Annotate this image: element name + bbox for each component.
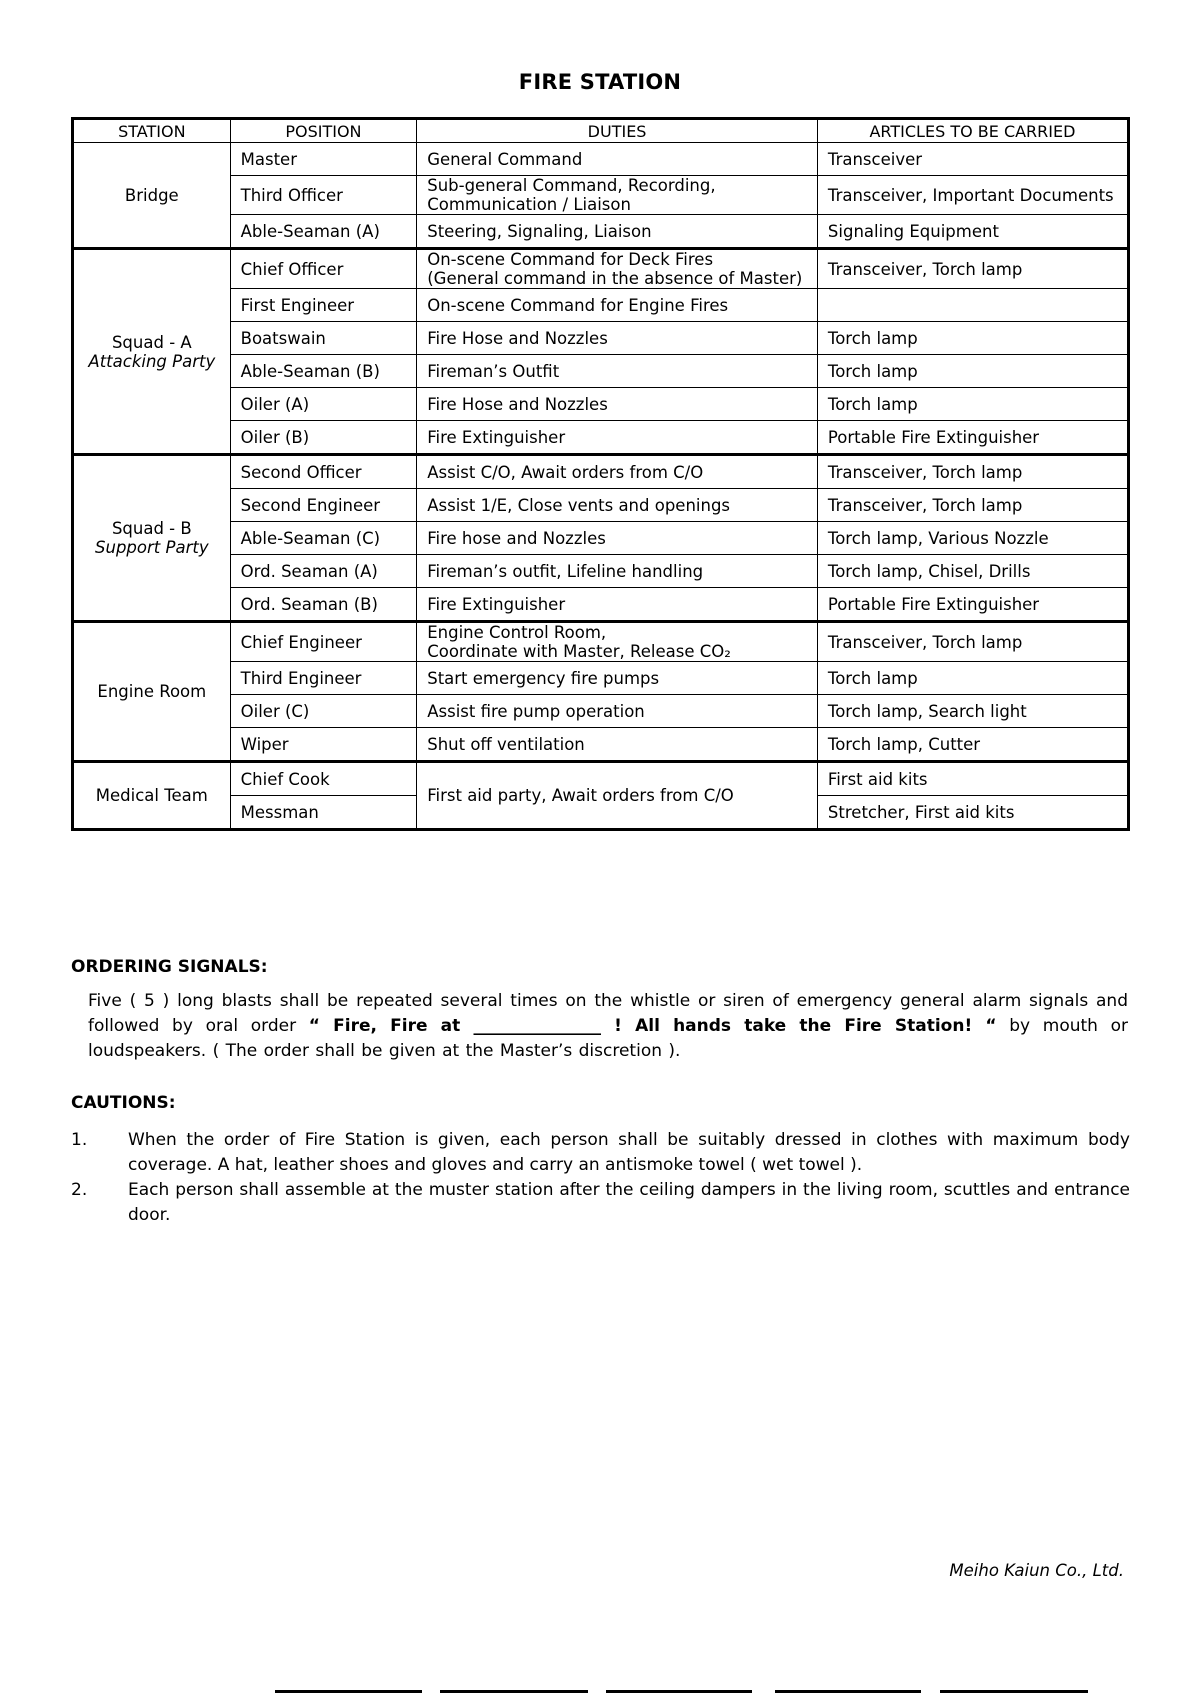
articles-cell: Torch lamp, Chisel, Drills bbox=[817, 555, 1128, 588]
signature-line bbox=[440, 1690, 588, 1693]
table-row bbox=[73, 762, 1129, 796]
duties-cell: Assist C/O, Await orders from C/O bbox=[417, 455, 818, 489]
caution-number: 1. bbox=[71, 1130, 88, 1150]
cautions-list bbox=[71, 1128, 1130, 1228]
duties-cell: Steering, Signaling, Liaison bbox=[417, 215, 818, 249]
position-cell: Oiler (B) bbox=[230, 421, 417, 455]
duties-line: On-scene Command for Deck Fires bbox=[427, 250, 714, 269]
duties-cell: Shut off ventilation bbox=[417, 728, 818, 762]
duties-line: Engine Control Room, bbox=[427, 623, 607, 642]
position-cell: Boatswain bbox=[230, 322, 417, 355]
position-cell: Second Engineer bbox=[230, 489, 417, 522]
ordering-text-2: by mouth or loudspeakers. ( The order shall be given at the Master’s discretion ). bbox=[88, 1016, 1128, 1061]
duties-cell: Assist fire pump operation bbox=[417, 695, 818, 728]
articles-cell: Portable Fire Extinguisher bbox=[817, 588, 1128, 622]
articles-cell: Portable Fire Extinguisher bbox=[817, 421, 1128, 455]
articles-cell: Torch lamp bbox=[817, 388, 1128, 421]
duties-cell: Fire Hose and Nozzles bbox=[417, 388, 818, 421]
station-subtitle: Support Party bbox=[95, 538, 209, 557]
table-row bbox=[73, 143, 1129, 176]
articles-cell: Torch lamp bbox=[817, 322, 1128, 355]
articles-cell: Stretcher, First aid kits bbox=[817, 796, 1128, 830]
table-row bbox=[73, 489, 1129, 522]
position-cell: Wiper bbox=[230, 728, 417, 762]
duties-cell: Fireman’s outfit, Lifeline handling bbox=[417, 555, 818, 588]
articles-cell: Signaling Equipment bbox=[817, 215, 1128, 249]
table-row bbox=[73, 421, 1129, 455]
duties-cell bbox=[417, 249, 818, 289]
position-cell: Oiler (A) bbox=[230, 388, 417, 421]
station-name: Engine Room bbox=[97, 682, 207, 701]
ordering-text-1: Five ( 5 ) long blasts shall be repeated several times on the whistle or siren of emergency general alarm signals and followed by oral order bbox=[88, 991, 1128, 1036]
table-row bbox=[73, 555, 1129, 588]
table-row bbox=[73, 588, 1129, 622]
station-subtitle: Attacking Party bbox=[88, 351, 216, 371]
company-name: Meiho Kaiun Co., Ltd. bbox=[949, 1561, 1124, 1580]
position-cell: Third Engineer bbox=[230, 662, 417, 695]
table-row bbox=[73, 455, 1129, 489]
position-cell: Able-Seaman (B) bbox=[230, 355, 417, 388]
cautions-heading: CAUTIONS: bbox=[71, 1093, 176, 1113]
position-cell: Able-Seaman (A) bbox=[230, 215, 417, 249]
station-cell-medical-team bbox=[73, 762, 231, 830]
duties-line: (General command in the absence of Master) bbox=[427, 269, 803, 288]
position-cell: Third Officer bbox=[230, 176, 417, 215]
page-title: FIRE STATION bbox=[518, 70, 682, 94]
table-row bbox=[73, 695, 1129, 728]
position-cell: Messman bbox=[230, 796, 417, 830]
articles-cell: First aid kits bbox=[817, 762, 1128, 796]
articles-cell: Transceiver bbox=[817, 143, 1128, 176]
table-row bbox=[73, 728, 1129, 762]
articles-cell: Torch lamp, Cutter bbox=[817, 728, 1128, 762]
articles-cell: Torch lamp bbox=[817, 662, 1128, 695]
duties-cell: Fire Extinguisher bbox=[417, 588, 818, 622]
table-row bbox=[73, 215, 1129, 249]
table-header-row bbox=[73, 119, 1129, 143]
station-cell-squad-b bbox=[73, 455, 231, 622]
station-cell-bridge bbox=[73, 143, 231, 249]
header-position: POSITION bbox=[230, 119, 417, 143]
duties-cell bbox=[417, 622, 818, 662]
list-item bbox=[71, 1178, 1130, 1228]
articles-cell: Torch lamp bbox=[817, 355, 1128, 388]
duties-line: Communication / Liaison bbox=[427, 195, 631, 214]
articles-cell: Torch lamp, Search light bbox=[817, 695, 1128, 728]
station-name: Squad - A bbox=[111, 332, 192, 352]
position-cell: Ord. Seaman (A) bbox=[230, 555, 417, 588]
duties-cell: On-scene Command for Engine Fires bbox=[417, 289, 818, 322]
signature-line bbox=[940, 1690, 1088, 1693]
articles-cell bbox=[817, 289, 1128, 322]
fire-station-table bbox=[71, 117, 1130, 831]
articles-cell: Transceiver, Torch lamp bbox=[817, 249, 1128, 289]
caution-number: 2. bbox=[71, 1180, 88, 1200]
station-cell-engine-room bbox=[73, 622, 231, 762]
duties-cell: Fireman’s Outfit bbox=[417, 355, 818, 388]
position-cell: Master bbox=[230, 143, 417, 176]
position-cell: Oiler (C) bbox=[230, 695, 417, 728]
table-row bbox=[73, 355, 1129, 388]
ordering-order-bold: “ Fire, Fire at _______________ ! All hands take the Fire Station! “ bbox=[308, 1016, 997, 1036]
signature-line bbox=[606, 1690, 752, 1693]
articles-cell: Transceiver, Torch lamp bbox=[817, 455, 1128, 489]
caution-text: When the order of Fire Station is given, each person shall be suitably dressed in clothes with maximum body coverage. A hat, leather shoes and gloves and carry an antismoke towel ( wet towel ). bbox=[128, 1130, 1130, 1175]
duties-cell: Assist 1/E, Close vents and openings bbox=[417, 489, 818, 522]
table-row bbox=[73, 522, 1129, 555]
list-item bbox=[71, 1128, 1130, 1178]
ordering-signals-paragraph bbox=[88, 989, 1128, 1064]
duties-cell: General Command bbox=[417, 143, 818, 176]
header-station: STATION bbox=[73, 119, 231, 143]
duties-cell: Fire Hose and Nozzles bbox=[417, 322, 818, 355]
articles-cell: Transceiver, Torch lamp bbox=[817, 489, 1128, 522]
articles-cell: Transceiver, Important Documents bbox=[817, 176, 1128, 215]
position-cell: Ord. Seaman (B) bbox=[230, 588, 417, 622]
station-name: Medical Team bbox=[95, 786, 208, 805]
duties-cell: Start emergency fire pumps bbox=[417, 662, 818, 695]
duties-cell: Fire Extinguisher bbox=[417, 421, 818, 455]
table-row bbox=[73, 388, 1129, 421]
signature-lines bbox=[0, 1690, 1200, 1696]
table-row bbox=[73, 662, 1129, 695]
duties-cell: Fire hose and Nozzles bbox=[417, 522, 818, 555]
table-row bbox=[73, 322, 1129, 355]
table-row bbox=[73, 289, 1129, 322]
signature-line bbox=[275, 1690, 422, 1693]
caution-text: Each person shall assemble at the muster station after the ceiling dampers in the living room, scuttles and entrance door. bbox=[128, 1180, 1130, 1225]
duties-cell bbox=[417, 176, 818, 215]
duties-cell: First aid party, Await orders from C/O bbox=[417, 762, 818, 830]
table-row bbox=[73, 622, 1129, 662]
duties-line: Coordinate with Master, Release CO₂ bbox=[427, 642, 731, 661]
header-duties: DUTIES bbox=[417, 119, 818, 143]
station-name: Squad - B bbox=[111, 519, 192, 538]
station-cell-squad-a bbox=[73, 249, 231, 455]
position-cell: Able-Seaman (C) bbox=[230, 522, 417, 555]
position-cell: Second Officer bbox=[230, 455, 417, 489]
table-row bbox=[73, 249, 1129, 289]
position-cell: Chief Engineer bbox=[230, 622, 417, 662]
position-cell: First Engineer bbox=[230, 289, 417, 322]
articles-cell: Transceiver, Torch lamp bbox=[817, 622, 1128, 662]
articles-cell: Torch lamp, Various Nozzle bbox=[817, 522, 1128, 555]
position-cell: Chief Officer bbox=[230, 249, 417, 289]
signature-line bbox=[775, 1690, 921, 1693]
position-cell: Chief Cook bbox=[230, 762, 417, 796]
station-name: Bridge bbox=[124, 185, 179, 205]
ordering-signals-heading: ORDERING SIGNALS: bbox=[71, 957, 268, 977]
table-row bbox=[73, 176, 1129, 215]
duties-line: Sub-general Command, Recording, bbox=[427, 176, 716, 195]
header-articles: ARTICLES TO BE CARRIED bbox=[817, 119, 1128, 143]
